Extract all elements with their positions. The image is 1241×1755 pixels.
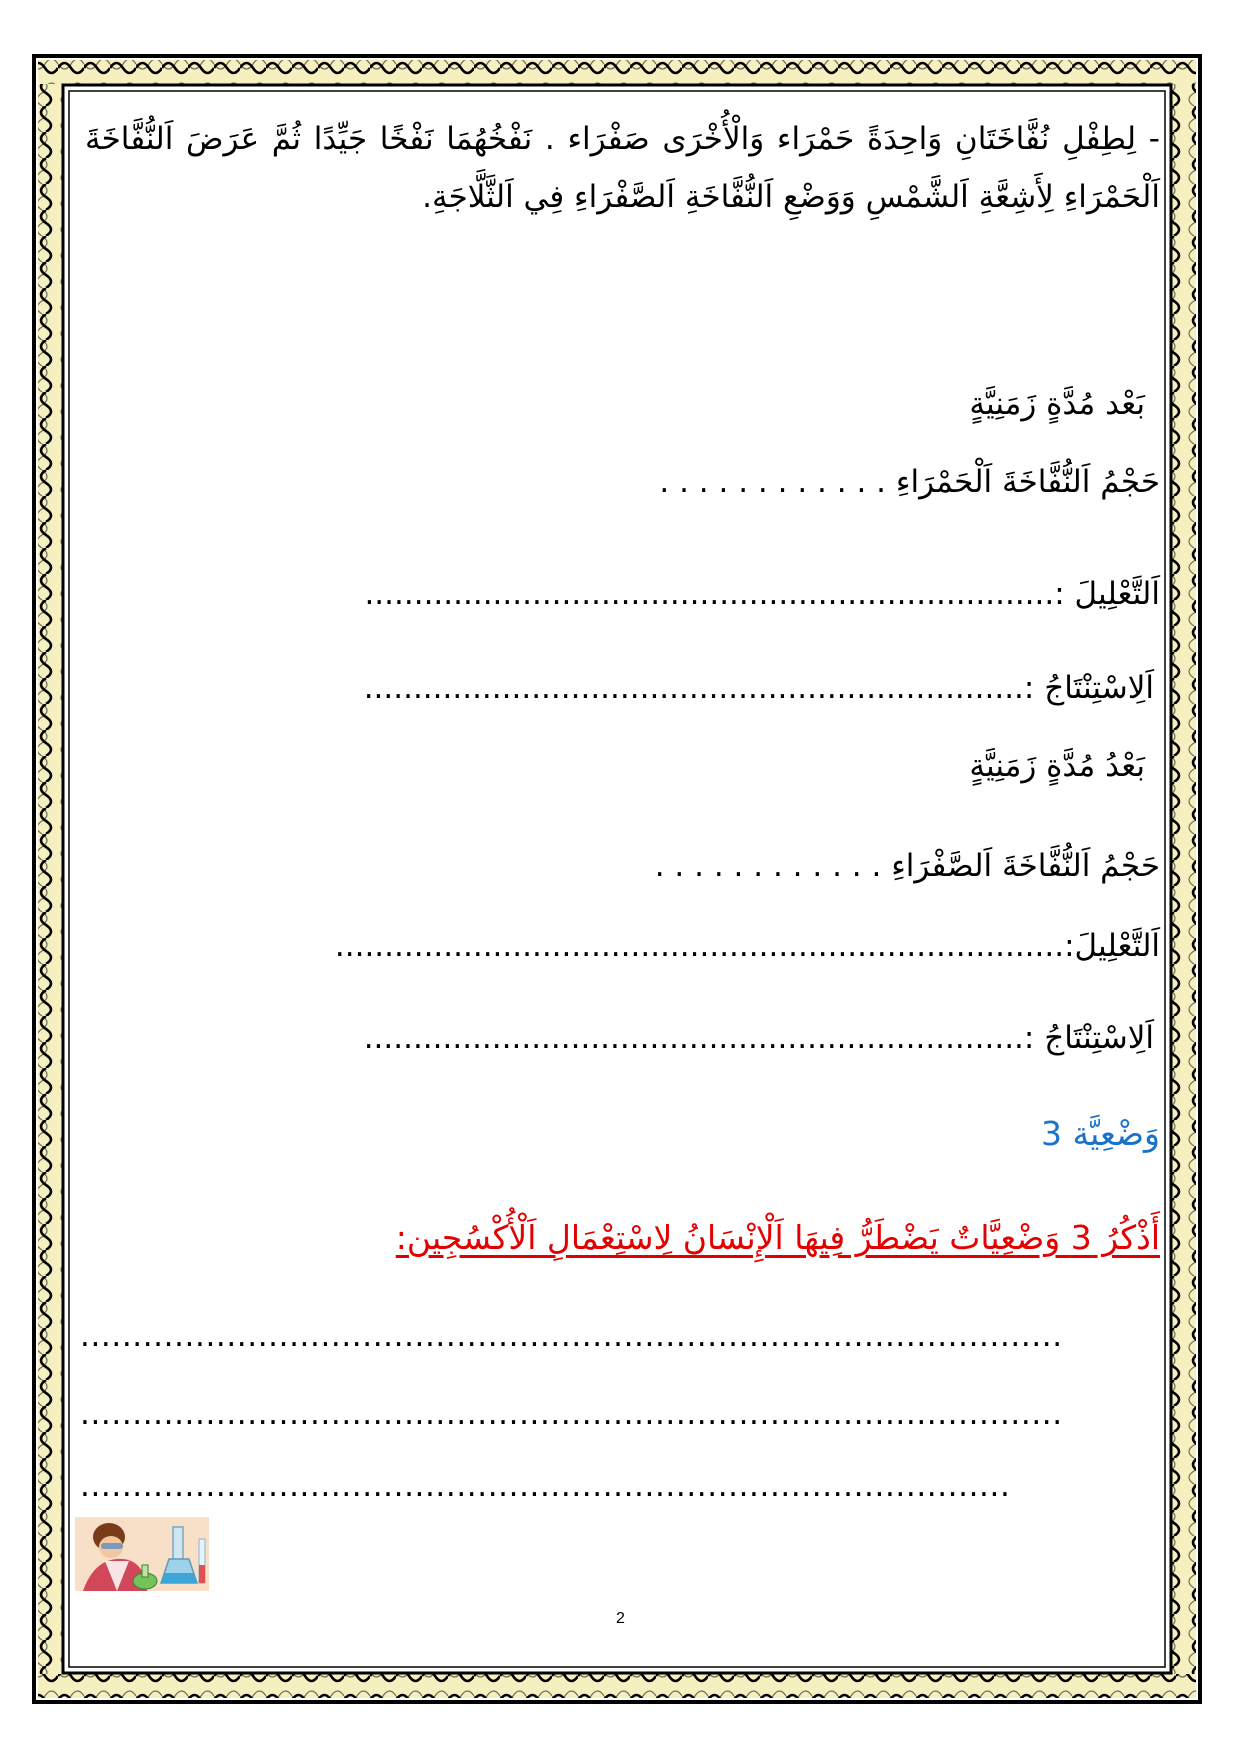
page-number: 2: [616, 1610, 625, 1627]
scientist-with-flasks-icon: [75, 1517, 209, 1591]
volume-answer-blank[interactable]: . . . . . . . . . . . .: [659, 464, 887, 500]
conclusion-answer-blank[interactable]: ...................................................................: [363, 670, 1024, 706]
volume-answer-blank[interactable]: . . . . . . . . . . . .: [654, 848, 882, 884]
conclusion-answer-blank[interactable]: ...................................................................: [363, 1020, 1024, 1056]
red-balloon-conclusion-row: [364, 670, 1154, 706]
problem-statement: - لِطِفْلِ نُفَّاخَتَانِ وَاحِدَةً حَمْرَاء وَالْأُخْرَى صَفْرَاء . نَفْخُهُمَا نَفْخًا جَيِّدًا ثُمَّ عَرَضَ اَلنُّفَّاخَةَ اَلْحَمْرَاءِ لِأَشِعَّةِ اَلشَّمْسِ وَوَضْعِ اَلنُّفَّاخَةِ اَلصَّفْرَاءِ فِي اَلثَّلَّاجَةِ.: [85, 121, 1160, 215]
conclusion-label: اَلِاسْتِنْتَاجُ :: [1023, 1020, 1154, 1056]
yellow-balloon-conclusion-row: [364, 1020, 1154, 1056]
reason-label: اَلتَّعْلِيلَ :: [1054, 576, 1160, 612]
after-time-heading-red: بَعْد مُدَّةٍ زَمَنِيَّةٍ: [969, 386, 1145, 422]
situation-instruction: أَذْكُرُ 3 وَضْعِيَّاتٌ يَضْطَرُّ فِيهَا اَلْإِنْسَانُ لِاسْتِعْمَالِ اَلْأُكْسُجِين:: [395, 1218, 1160, 1257]
conclusion-label: اَلِاسْتِنْتَاجُ :: [1023, 670, 1154, 706]
volume-label: حَجْمُ اَلنُّفَّاخَةَ اَلصَّفْرَاءِ: [891, 848, 1160, 884]
reason-answer-blank[interactable]: ......................................................................: [364, 576, 1055, 612]
reason-label: اَلتَّعْلِيلَ:: [1064, 928, 1160, 964]
red-balloon-reason-row: [364, 576, 1160, 612]
reason-answer-blank[interactable]: ..........................................................................: [334, 928, 1065, 964]
red-balloon-volume-row: [659, 464, 1160, 500]
answer-line-1[interactable]: ..............................................................................................: [80, 1318, 1063, 1354]
worksheet-content: [85, 110, 1160, 226]
answer-line-2[interactable]: ..............................................................................................: [80, 1396, 1063, 1432]
answer-line-3[interactable]: .........................................................................................: [80, 1468, 1011, 1504]
yellow-balloon-volume-row: [655, 848, 1160, 884]
yellow-balloon-reason-row: [335, 928, 1160, 964]
after-time-heading-yellow: بَعْدُ مُدَّةٍ زَمَنِيَّةٍ: [969, 748, 1145, 784]
situation-title: وَضْعِيَّة 3: [1040, 1114, 1160, 1153]
volume-label: حَجْمُ اَلنُّفَّاخَةَ اَلْحَمْرَاءِ: [895, 464, 1160, 500]
